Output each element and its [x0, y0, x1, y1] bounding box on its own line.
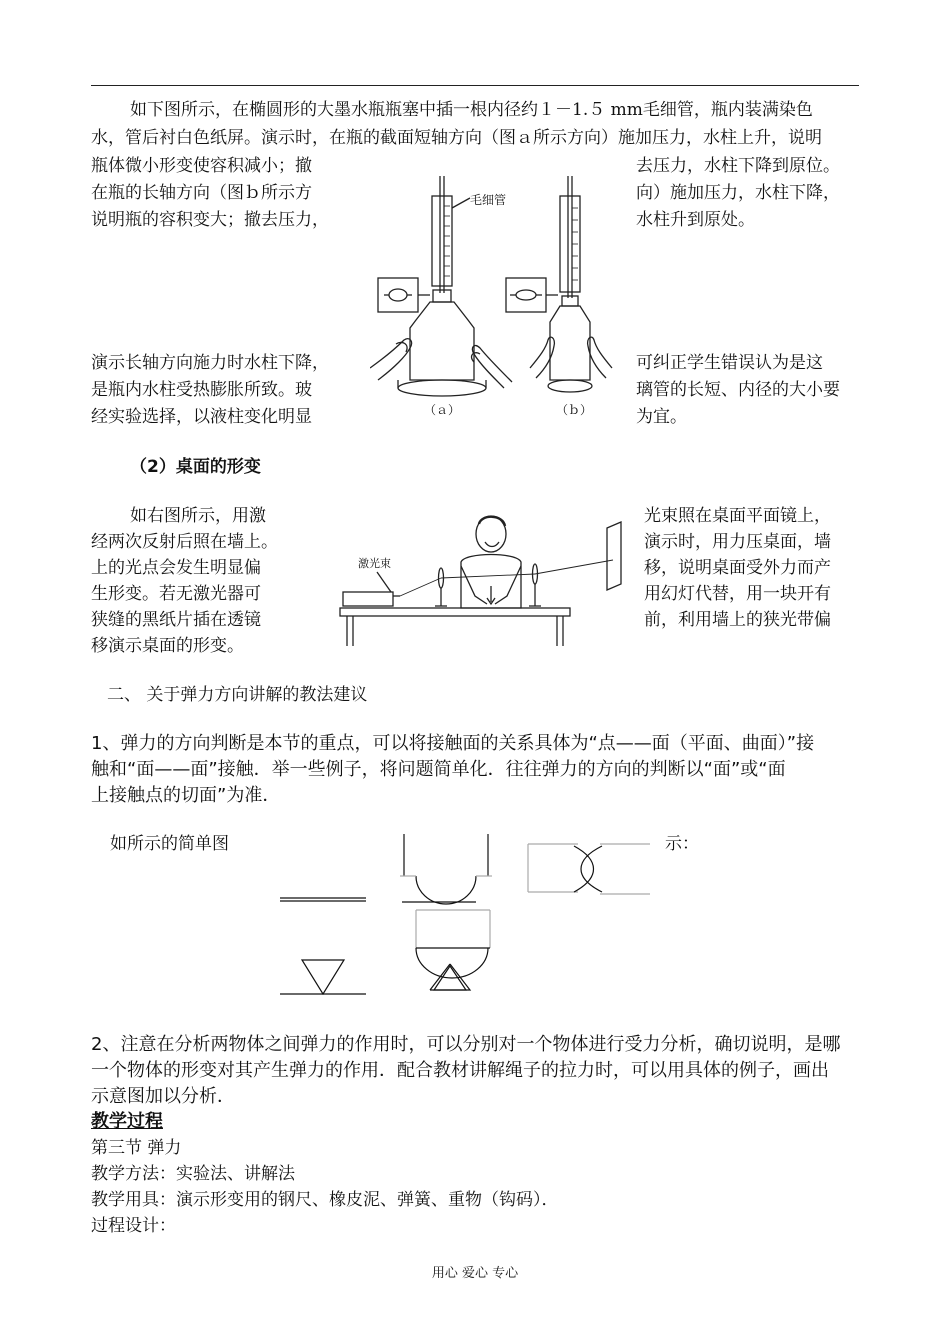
intro-line-5-left: 说明瓶的容积变大；撤去压力，	[91, 210, 329, 230]
paragraph2-line-1-right: 可纠正学生错误认为是这	[636, 353, 823, 373]
intro-line-3-left: 瓶体微小形变使容积减小；撤	[91, 156, 312, 176]
intro-line-5-right: 水柱升到原处。	[636, 210, 755, 230]
item1-line-1: 1、弹力的方向判断是本节的重点，可以将接触面的关系具体为“点——面（平面、曲面）”接	[91, 733, 815, 754]
process-line-3: 教学用具：演示形变用的钢尺、橡皮泥、弹簧、重物（钩码）．	[91, 1190, 559, 1210]
section2-line-5-left: 狭缝的黑纸片插在透镜	[91, 610, 261, 630]
section2-line-2-left: 经两次反射后照在墙上。	[91, 532, 278, 552]
process-line-4: 过程设计：	[91, 1216, 176, 1236]
paragraph2-line-3-left: 经实验选择，以液柱变化明显	[91, 407, 312, 427]
section2-line-3-right: 移，说明桌面受外力而产	[644, 558, 831, 578]
section2-line-6-left: 移演示桌面的形变。	[91, 636, 244, 656]
item2-line-2: 一个物体的形变对其产生弹力的作用．配合教材讲解绳子的拉力时，可以用具体的例子，画出	[91, 1060, 829, 1081]
section2-line-4-right: 用幻灯代替，用一块开有	[644, 584, 831, 604]
figure-caption-b: （ｂ）	[556, 403, 593, 417]
section2-line-2-right: 演示时，用力压桌面，墙	[644, 532, 831, 552]
figure-caption-a: （ａ）	[424, 403, 461, 417]
item2-line-1: 2、注意在分析两物体之间弹力的作用时，可以分别对一个物体进行受力分析，确切说明，是哪	[91, 1034, 841, 1055]
process-line-1: 第三节 弹力	[91, 1138, 182, 1158]
intro-line-4-right: 向）施加压力，水柱下降，	[636, 183, 840, 203]
process-heading: 教学过程	[91, 1111, 163, 1132]
process-line-2: 教学方法：实验法、讲解法	[91, 1164, 295, 1184]
intro-line-4-left: 在瓶的长轴方向（图ｂ所示方	[91, 183, 312, 203]
paragraph2-line-1-left: 演示长轴方向施力时水柱下降，	[91, 353, 329, 373]
item1-line-2: 触和“面——面”接触．举一些例子，将问题简单化．往往弹力的方向的判断以“面”或“面	[91, 759, 786, 780]
diagram-caption-right: 示：	[665, 834, 699, 854]
section2-line-1-right: 光束照在桌面平面镜上，	[644, 506, 831, 526]
section2-line-1-left: 如右图所示，用激	[130, 506, 266, 526]
header-rule	[91, 85, 859, 86]
intro-line-1: 如下图所示，在椭圆形的大墨水瓶瓶塞中插一根内径约１－1.５ mm毛细管，瓶内装满染色	[130, 100, 813, 120]
section2-line-3-left: 上的光点会发生明显偏	[91, 558, 261, 578]
paragraph2-line-2-right: 璃管的长短、内径的大小要	[636, 380, 840, 400]
section2-line-4-left: 生形变。若无激光器可	[91, 584, 261, 604]
intro-line-2: 水，管后衬白色纸屏。演示时，在瓶的截面短轴方向（图ａ所示方向）施加压力，水柱上升，说明	[91, 128, 822, 148]
section2-line-5-right: 前，利用墙上的狭光带偏	[644, 610, 831, 630]
item2-line-3: 示意图加以分析．	[91, 1086, 235, 1107]
contact-surface-diagrams	[270, 828, 670, 1000]
paragraph2-line-3-right: 为宜。	[636, 407, 687, 427]
section-heading: （2）桌面的形变	[130, 457, 261, 477]
item1-line-3: 上接触点的切面”为准．	[91, 785, 281, 806]
diagram-caption-left: 如所示的简单图	[110, 834, 229, 854]
paragraph2-line-2-left: 是瓶内水柱受热膨胀所致。玻	[91, 380, 312, 400]
part2-heading: 二、 关于弹力方向讲解的教法建议	[107, 685, 368, 705]
page-footer: 用心 爱心 专心	[431, 1266, 519, 1281]
capillary-tube-label: 毛细管	[470, 193, 507, 207]
intro-line-3-right: 去压力，水柱下降到原位。	[636, 156, 840, 176]
laser-beam-label: 激光束	[358, 557, 391, 570]
